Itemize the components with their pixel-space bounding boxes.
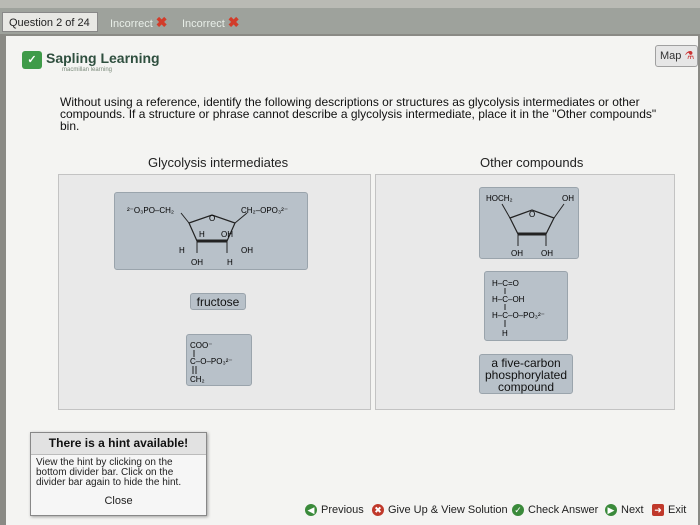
card-fructose-bisphosphate[interactable]: [114, 192, 308, 270]
tab-incorrect-2[interactable]: [176, 12, 246, 32]
tab-label: Incorrect: [182, 18, 225, 30]
hint-title: There is a hint available!: [31, 433, 206, 455]
g3p-aldehyde: H–C=O: [492, 279, 519, 288]
give-up-icon: ✖: [372, 504, 384, 516]
brand-subtitle: macmillan learning: [62, 67, 113, 73]
pep-structure: [187, 335, 253, 387]
next-button[interactable]: [605, 504, 644, 516]
card-five-carbon-compound[interactable]: [479, 354, 573, 394]
ribose-right-group: OH: [562, 194, 574, 203]
hint-body: View the hint by clicking on the bottom divider bar. Click on the divider bar again to hide the hint.: [36, 457, 182, 488]
previous-label: Previous: [321, 504, 364, 516]
question-tab-bar: [0, 8, 700, 34]
ribose-structure: [480, 188, 580, 260]
card-ribose[interactable]: [479, 187, 579, 259]
tab-label: Incorrect: [110, 18, 153, 30]
ribose-left-group: HOCH₂: [486, 194, 513, 203]
tab-question-2[interactable]: [2, 12, 98, 32]
g3p-hydroxyl: H–C–OH: [492, 295, 525, 304]
fbp-oh2: OH: [241, 246, 253, 255]
card-glyceraldehyde-3-phosphate[interactable]: [484, 271, 568, 341]
check-answer-label: Check Answer: [528, 504, 599, 516]
card-phosphoenolpyruvate[interactable]: [186, 334, 252, 386]
check-icon: ✓: [512, 504, 524, 516]
bin-title-glycolysis: Glycolysis intermediates: [148, 155, 289, 170]
sapling-logo-icon: ✓: [22, 51, 42, 69]
fbp-ring-oxygen: O: [209, 214, 216, 223]
fbp-left-group: ²⁻O₃PO–CH₂: [127, 206, 175, 215]
bin-title-other: Other compounds: [480, 155, 584, 170]
fbp-right-group: CH₂–OPO₃²⁻: [241, 206, 289, 215]
instructions-text: Without using a reference, identify the following descriptions or structures as glycolysis intermediates or other compounds. If a structure or phrase cannot describe a glycolysis intermediate, place it in the "Other compounds" bin.: [60, 95, 657, 133]
ribose-oh1: OH: [511, 249, 523, 258]
map-label: Map: [660, 50, 682, 62]
g3p-bottom-h: H: [502, 329, 508, 338]
pep-carboxylate: COO⁻: [190, 341, 213, 350]
tab-incorrect-1[interactable]: [104, 12, 174, 32]
g3p-structure: [485, 272, 569, 342]
map-button[interactable]: [655, 45, 698, 67]
exit-label: Exit: [668, 504, 687, 516]
next-arrow-icon: ▶: [605, 504, 617, 516]
next-label: Next: [621, 504, 644, 516]
brand-title: Sapling Learning: [46, 50, 160, 66]
five-carbon-label: a five-carbon phosphorylated compound: [484, 356, 568, 394]
fructose-label: fructose: [196, 295, 240, 309]
previous-arrow-icon: ◀: [305, 504, 317, 516]
give-up-button[interactable]: [372, 504, 508, 516]
hint-close-button[interactable]: Close: [104, 495, 133, 507]
exit-button[interactable]: [652, 504, 686, 516]
fbp-oh3: OH: [191, 258, 203, 267]
fbp-h1: H: [199, 230, 205, 239]
pep-phosphate: C–O–PO₃²⁻: [190, 357, 233, 366]
bottom-nav-bar: [300, 500, 700, 525]
give-up-label: Give Up & View Solution: [388, 504, 508, 516]
x-mark-icon: ✖: [227, 14, 240, 30]
fbp-oh1: OH: [221, 230, 233, 239]
hint-box: [30, 432, 207, 516]
fbp-h2: H: [179, 246, 185, 255]
browser-top-strip: [0, 0, 700, 8]
card-fructose[interactable]: [190, 293, 246, 310]
tab-label: Question 2 of 24: [9, 17, 90, 29]
map-icon: ⚗: [684, 50, 695, 62]
fructose-bisphosphate-structure: [115, 193, 309, 271]
ribose-oh2: OH: [541, 249, 553, 258]
check-answer-button[interactable]: [512, 504, 598, 516]
pep-methylene: CH₂: [190, 375, 205, 384]
x-mark-icon: ✖: [155, 14, 168, 30]
g3p-phosphate: H–C–O–PO₃²⁻: [492, 311, 545, 320]
ribose-ring-oxygen: O: [529, 210, 536, 219]
exit-icon: ➜: [652, 504, 664, 516]
fbp-h3: H: [227, 258, 233, 267]
previous-button[interactable]: [305, 504, 364, 516]
